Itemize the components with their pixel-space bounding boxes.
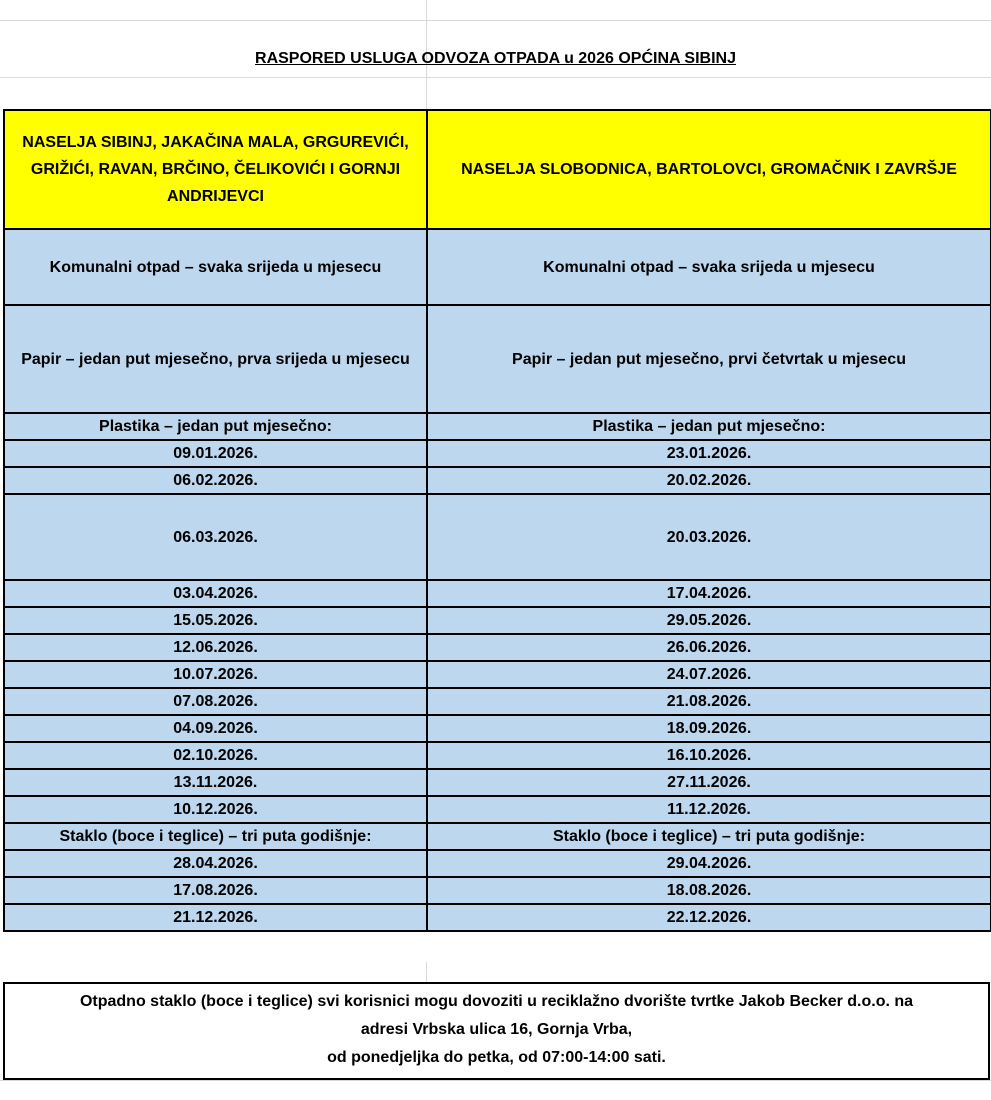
table-row xyxy=(4,661,991,688)
column-header-sibinj: NASELJA SIBINJ, JAKAČINA MALA, GRGUREVIĆI, GRIŽIĆI, RAVAN, BRČINO, ČELIKOVIĆI I GORNJI ANDRIJEVCI xyxy=(4,110,427,229)
date-cell: 21.08.2026. xyxy=(427,688,991,715)
date-cell: 22.12.2026. xyxy=(427,904,991,931)
table-row xyxy=(4,769,991,796)
table-row xyxy=(4,796,991,823)
staklo-header-cell: Staklo (boce i teglice) – tri puta godišnje: xyxy=(4,823,427,850)
table-row xyxy=(4,607,991,634)
date-cell: 13.11.2026. xyxy=(4,769,427,796)
gridline xyxy=(426,962,427,982)
note-cell xyxy=(4,983,989,1079)
date-cell: 07.08.2026. xyxy=(4,688,427,715)
note-line-3: od ponedjeljka do petka, od 07:00-14:00 sati. xyxy=(327,1049,666,1066)
date-cell: 18.08.2026. xyxy=(427,877,991,904)
date-cell: 09.01.2026. xyxy=(4,440,427,467)
table-row xyxy=(4,904,991,931)
table-row xyxy=(4,580,991,607)
komunalni-cell: Komunalni otpad – svaka srijeda u mjesecu xyxy=(427,229,991,305)
komunalni-cell: Komunalni otpad – svaka srijeda u mjesecu xyxy=(4,229,427,305)
table-row xyxy=(4,440,991,467)
table-row xyxy=(4,715,991,742)
date-cell: 28.04.2026. xyxy=(4,850,427,877)
note-line-2: adresi Vrbska ulica 16, Gornja Vrba, xyxy=(360,1021,633,1038)
gridline xyxy=(0,77,991,78)
staklo-header-cell: Staklo (boce i teglice) – tri puta godišnje: xyxy=(427,823,991,850)
column-header-slobodnica: NASELJA SLOBODNICA, BARTOLOVCI, GROMAČNIK I ZAVRŠJE xyxy=(427,110,991,229)
date-cell: 26.06.2026. xyxy=(427,634,991,661)
table-row xyxy=(4,494,991,580)
table-row xyxy=(4,688,991,715)
plastika-header-cell: Plastika – jedan put mjesečno: xyxy=(427,413,991,440)
date-cell: 17.08.2026. xyxy=(4,877,427,904)
date-cell: 20.02.2026. xyxy=(427,467,991,494)
table-row xyxy=(4,467,991,494)
date-cell: 18.09.2026. xyxy=(427,715,991,742)
date-cell: 29.05.2026. xyxy=(427,607,991,634)
date-cell: 12.06.2026. xyxy=(4,634,427,661)
table-row-papir xyxy=(4,305,991,413)
date-cell: 02.10.2026. xyxy=(4,742,427,769)
date-cell: 21.12.2026. xyxy=(4,904,427,931)
date-cell: 10.12.2026. xyxy=(4,796,427,823)
table-row xyxy=(4,877,991,904)
date-cell: 17.04.2026. xyxy=(427,580,991,607)
note-line-1: Otpadno staklo (boce i teglice) svi korisnici mogu dovoziti u reciklažno dvorište tvrtke Jakob Becker d.o.o. na xyxy=(79,993,914,1010)
plastika-header-cell: Plastika – jedan put mjesečno: xyxy=(4,413,427,440)
date-cell: 04.09.2026. xyxy=(4,715,427,742)
table-row-staklo-header xyxy=(4,823,991,850)
table-row xyxy=(4,742,991,769)
date-cell: 06.03.2026. xyxy=(4,494,427,580)
papir-cell: Papir – jedan put mjesečno, prvi četvrtak u mjesecu xyxy=(427,305,991,413)
table-row-komunalni xyxy=(4,229,991,305)
papir-cell: Papir – jedan put mjesečno, prva srijeda u mjesecu xyxy=(4,305,427,413)
table-row-plastika-header xyxy=(4,413,991,440)
page-title: RASPORED USLUGA ODVOZA OTPADA u 2026 OPĆINA SIBINJ xyxy=(255,50,736,67)
date-cell: 03.04.2026. xyxy=(4,580,427,607)
table-row xyxy=(4,634,991,661)
gridline xyxy=(0,20,991,21)
schedule-table xyxy=(3,109,991,932)
date-cell: 29.04.2026. xyxy=(427,850,991,877)
date-cell: 23.01.2026. xyxy=(427,440,991,467)
date-cell: 27.11.2026. xyxy=(427,769,991,796)
date-cell: 20.03.2026. xyxy=(427,494,991,580)
gridline xyxy=(0,1080,991,1081)
date-cell: 10.07.2026. xyxy=(4,661,427,688)
date-cell: 16.10.2026. xyxy=(427,742,991,769)
note-box xyxy=(3,982,990,1080)
date-cell: 06.02.2026. xyxy=(4,467,427,494)
table-header-row xyxy=(4,110,991,229)
date-cell: 24.07.2026. xyxy=(427,661,991,688)
date-cell: 15.05.2026. xyxy=(4,607,427,634)
table-row xyxy=(4,850,991,877)
date-cell: 11.12.2026. xyxy=(427,796,991,823)
